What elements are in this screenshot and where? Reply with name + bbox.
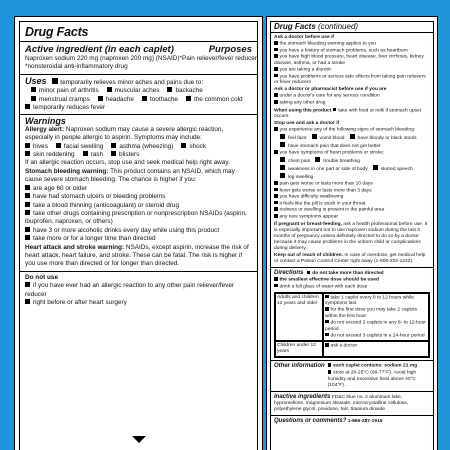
stomach-text: This product contains an NSAID, which may cause severe stomach bleeding. The chance is higher if you: <box>25 167 235 184</box>
allergy-item: facial swelling <box>56 143 103 151</box>
directions-item: do not take more than directed <box>312 271 384 277</box>
use-item: menstrual cramps <box>31 96 90 104</box>
dosage-direction-children: ask a doctor <box>325 343 427 350</box>
stop-use-item: chest pain <box>280 157 310 165</box>
stomach-item: have had stomach ulcers or bleeding problems <box>25 193 252 201</box>
stop-use-item: redness or swelling is present in the painful area <box>274 207 430 214</box>
other-info-item: each caplet contains: sodium 21 mg <box>328 363 430 370</box>
purposes-heading: Purposes <box>208 44 252 55</box>
stop-use-item: you experience any of the following signs of stomach bleeding: <box>274 127 430 134</box>
pregnant-label: If pregnant or breast-feeding, <box>274 221 342 227</box>
stomach-label: Stomach bleeding warning: <box>25 167 109 175</box>
dosage-direction: do not exceed 3 caplets in a 24-hour period <box>325 333 427 340</box>
questions-heading: Questions or comments? <box>274 418 347 425</box>
pregnant-text: ask a health professional before use. It is especially important not to use naproxen sodium during the last 3 months of pregnancy unless definitely directed to do so by a doctor because it may cause problems in the unborn child or complications during delivery. <box>274 221 428 251</box>
ask-doctor-item: you are taking a diuretic <box>274 67 430 74</box>
ask-doctor-item: you have high blood pressure, heart disease, liver cirrhosis, kidney disease, asthma, or had a stroke <box>274 54 430 67</box>
allergy-item: hives <box>25 143 48 151</box>
nsaid-note: *nonsteroidal anti-inflammatory drug <box>25 63 128 71</box>
heart-text: NSAIDs, except aspirin, increase the risk of heart attack, heart failure, and stroke. These can be fatal. The risk is higher if you use more than directed or for longer than directed. <box>25 243 249 268</box>
stop-use-item: you have difficulty swallowing <box>274 194 430 201</box>
ingredient-purpose: Pain reliever/fever reducer <box>182 55 257 62</box>
dosage-age-adults: Adults and children 12 years and older <box>275 293 323 342</box>
use-item: muscular aches <box>107 87 160 95</box>
drug-facts-frame <box>19 21 258 450</box>
when-using-text: take with food or milk if stomach upset occurs <box>274 108 422 120</box>
keep-out-label: Keep out of reach of children. <box>274 253 344 259</box>
drug-facts-frame-continued <box>270 21 434 450</box>
ask-pharmacist-item: under a doctor's care for any serious condition <box>274 93 430 100</box>
allergy-item: blisters <box>111 151 139 159</box>
stop-use-item: fever gets worse or lasts more than 3 days <box>274 188 430 195</box>
directions-item: the smallest effective dose should be used <box>274 277 430 284</box>
drug-facts-title-continued: Drug Facts <box>274 22 316 31</box>
stomach-item: take other drugs containing prescription or nonprescription NSAIDs (aspirin, ibuprofen, naproxen, or others) <box>25 210 252 227</box>
ask-doctor-heading: Ask a doctor before use if <box>274 35 335 41</box>
uses-intro: temporarily relieves minor aches and pains due to: <box>60 78 204 86</box>
warnings-heading: Warnings <box>25 116 66 127</box>
drug-facts-title: Drug Facts <box>25 25 89 39</box>
stop-use-item: it feels like the pill is stuck in your throat <box>274 201 430 208</box>
stop-use-item: trouble breathing <box>315 157 360 165</box>
do-not-use-item: right before or after heart surgery <box>25 299 252 307</box>
stop-use-item: leg swelling <box>280 173 313 181</box>
stomach-item: take a blood thinning (anticoagulant) or steroid drug <box>25 202 252 210</box>
stop-use-item: vomit blood <box>312 134 345 142</box>
stop-use-item: pain gets worse or lasts more than 10 days <box>274 181 430 188</box>
allergy-item: skin reddening <box>25 151 75 159</box>
use-item: headache <box>98 96 134 104</box>
directions-heading: Directions <box>274 270 304 277</box>
warnings-section <box>25 117 252 268</box>
stop-use-item: you have symptoms of heart problems or stroke: <box>274 150 430 157</box>
ask-doctor-item: you have a history of stomach problems, such as heartburn <box>274 48 430 55</box>
uses-heading: Uses <box>25 75 47 86</box>
allergy-item: rash <box>83 151 103 159</box>
dosage-age-children: Children under 12 years <box>275 341 323 357</box>
ask-doctor-item: the stomach bleeding warning applies to you <box>274 41 430 48</box>
stop-use-item: slurred speech <box>373 165 413 173</box>
stomach-item: are age 60 or older <box>25 185 252 193</box>
ask-pharmacist-heading: Ask a doctor or pharmacist before use if you are <box>274 87 387 93</box>
continued-label: (continued) <box>318 22 359 31</box>
when-using-heading: When using this product <box>274 108 332 114</box>
allergy-item: shock <box>181 143 206 151</box>
do-not-use-heading: Do not use <box>25 273 59 281</box>
active-ingredient-header <box>25 44 252 55</box>
use-fever: temporarily reduces fever <box>25 104 252 112</box>
allergy-label: Allergy alert: <box>25 125 65 133</box>
dosage-table <box>274 292 430 359</box>
stomach-item: take more or for a longer time than directed <box>25 235 252 243</box>
directions-item: drink a full glass of water with each dose <box>274 284 430 291</box>
ingredient-text: Naproxen sodium 220 mg (naproxen 200 mg) (NSAID)* <box>25 55 182 62</box>
dosage-direction: take 1 caplet every 8 to 12 hours while symptoms last <box>325 295 427 308</box>
ingredient-row <box>25 55 257 63</box>
ask-pharmacist-item: taking any other drug <box>274 100 430 107</box>
stop-use-item: weakness in one part or side of body <box>280 165 368 173</box>
active-ingredient-heading: Active ingredient (in each caplet) <box>25 44 174 55</box>
allergy-after: If an allergic reaction occurs, stop use and seek medical help right away. <box>25 159 230 167</box>
use-item: backache <box>167 87 202 95</box>
inactive-ingredients-text: FD&C blue no. 2 aluminum lake, hypromellose, magnesium stearate, microcrystalline cellulose, polyethylene glycol, povidone, talc, titanium dioxide <box>274 394 409 412</box>
keep-out-text: In case of overdose, get medical help or contact a Poison Control Center right away (1-800-222-1222). <box>274 253 426 265</box>
use-item: the common cold <box>186 96 243 104</box>
do-not-use-item: if you have ever had an allergic reaction to any other pain reliever/fever reducer <box>25 282 252 299</box>
stop-use-heading: Stop use and ask a doctor if <box>274 121 340 127</box>
inactive-ingredients-heading: Inactive ingredients <box>274 393 331 400</box>
dosage-direction: for the first dose you may take 2 caplets within the first hour <box>325 307 427 320</box>
ask-doctor-item: you have problems or serious side effects from taking pain relievers or fever reducers <box>274 74 430 87</box>
stop-use-item: any new symptoms appear <box>274 214 430 221</box>
uses-section <box>25 77 252 113</box>
do-not-use-section <box>25 274 252 308</box>
drug-facts-panel-right <box>266 16 438 450</box>
other-info-item: store at 20-25°C (68-77°F). Avoid high humidity and excessive heat above 40°C (104°F). <box>328 370 430 389</box>
stop-use-item: have bloody or black stools <box>350 134 417 142</box>
other-info-heading: Other information <box>274 363 325 370</box>
use-item: minor pain of arthritis <box>31 87 99 95</box>
questions-phone: 1-866-287-1915 <box>347 419 383 425</box>
heart-label: Heart attack and stroke warning: <box>25 243 125 251</box>
stomach-item: have 3 or more alcoholic drinks every day while using this product <box>25 227 252 235</box>
dosage-direction: do not exceed 2 caplets in any 8- to 12-hour period <box>325 320 426 332</box>
stop-use-item: feel faint <box>280 134 307 142</box>
continue-arrow-icon <box>132 436 146 443</box>
allergy-item: asthma (wheezing) <box>111 143 173 151</box>
stop-use-item: have stomach pain that does not get better <box>280 142 381 150</box>
allergy-text: Naproxen sodium may cause a severe allergic reaction, especially in people allergic to aspirin. Symptoms may include: <box>25 125 224 142</box>
use-item: toothache <box>142 96 178 104</box>
drug-facts-panel-left <box>14 16 263 450</box>
